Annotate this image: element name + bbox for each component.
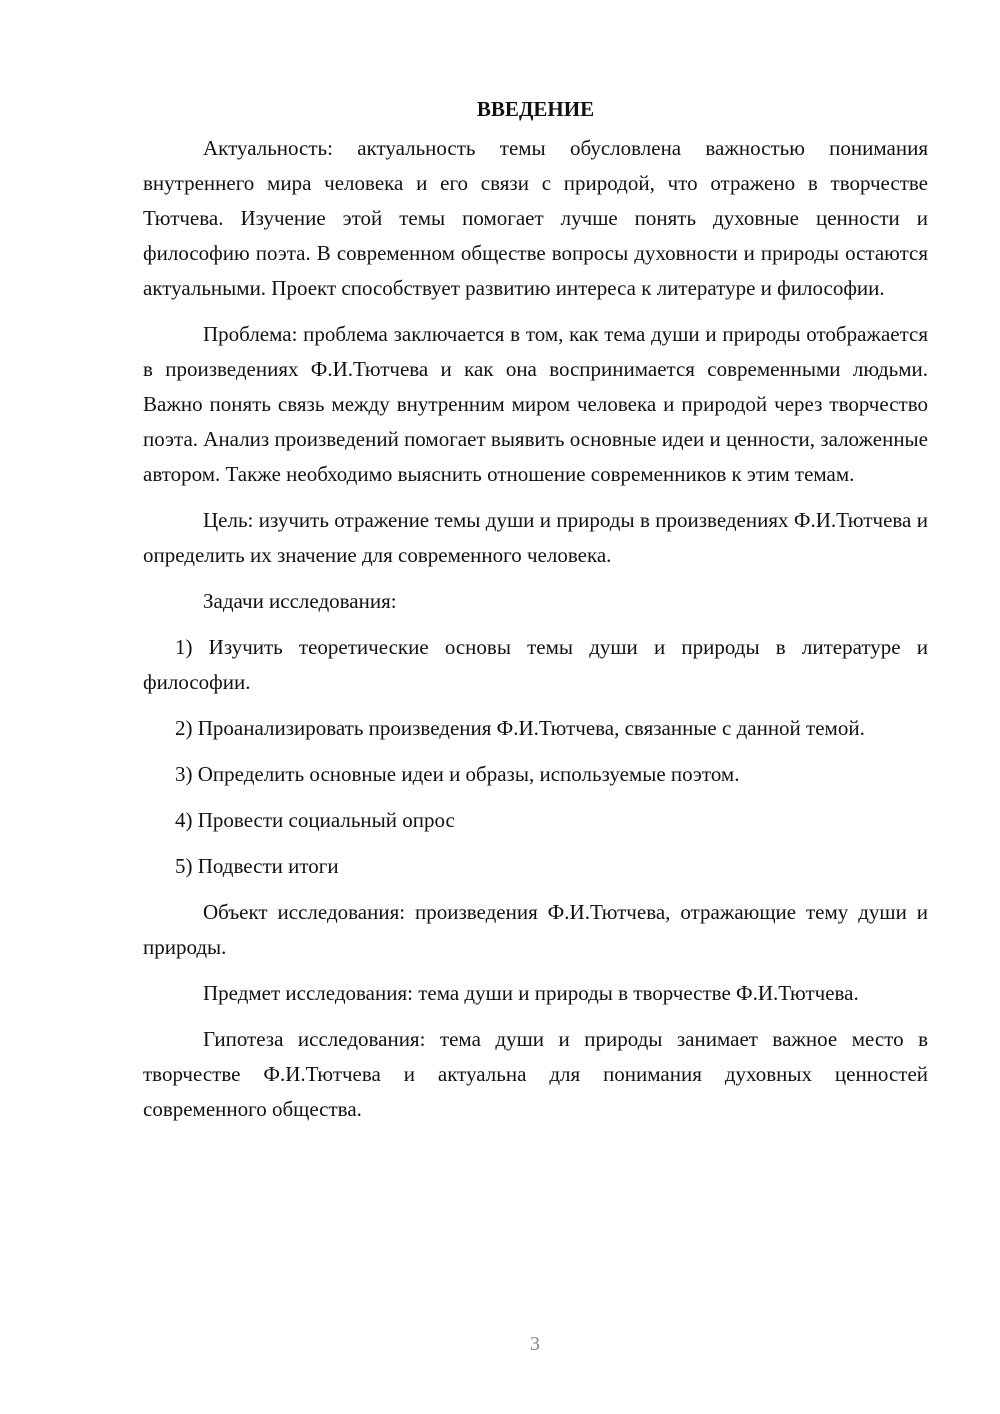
goal-paragraph: Цель: изучить отражение темы души и природы в произведениях Ф.И.Тютчева и определить их значение для современного человека. [143,508,928,567]
task-item-2: 2) Проанализировать произведения Ф.И.Тютчева, связанные с данной темой. [175,716,865,740]
document-page [143,92,928,1138]
hypothesis-paragraph: Гипотеза исследования: тема души и природы занимает важное место в творчестве Ф.И.Тютчева и актуальна для понимания духовных ценностей современного общества. [143,1027,928,1121]
object-paragraph: Объект исследования: произведения Ф.И.Тютчева, отражающие тему души и природы. [143,900,928,959]
task-item-4: 4) Провести социальный опрос [175,808,455,832]
task-item-1: 1) Изучить теоретические основы темы души и природы в литературе и философии. [143,635,928,694]
page-number: 3 [530,1333,540,1355]
problem-paragraph: Проблема: проблема заключается в том, как тема души и природы отображается в произведениях Ф.И.Тютчева и как она воспринимается современными людьми. Важно понять связь между внутренним миром человека и природой через творчество поэта. Анализ произведений помогает выявить основные идеи и ценности, заложенные автором. Также необходимо выяснить отношение современников к этим темам. [143,322,928,486]
tasks-title: Задачи исследования: [203,589,397,613]
relevance-paragraph: Актуальность: актуальность темы обусловлена важностью понимания внутреннего мира человека и его связи с природой, что отражено в творчестве Тютчева. Изучение этой темы помогает лучше понять духовные ценности и философию поэта. В современном обществе вопросы духовности и природы остаются актуальными. Проект способствует развитию интереса к литературе и философии. [143,136,928,300]
task-item-3: 3) Определить основные идеи и образы, используемые поэтом. [175,762,740,786]
section-heading: ВВЕДЕНИЕ [476,97,595,121]
task-item-5: 5) Подвести итоги [175,854,339,878]
subject-paragraph: Предмет исследования: тема души и природы в творчестве Ф.И.Тютчева. [203,981,859,1005]
